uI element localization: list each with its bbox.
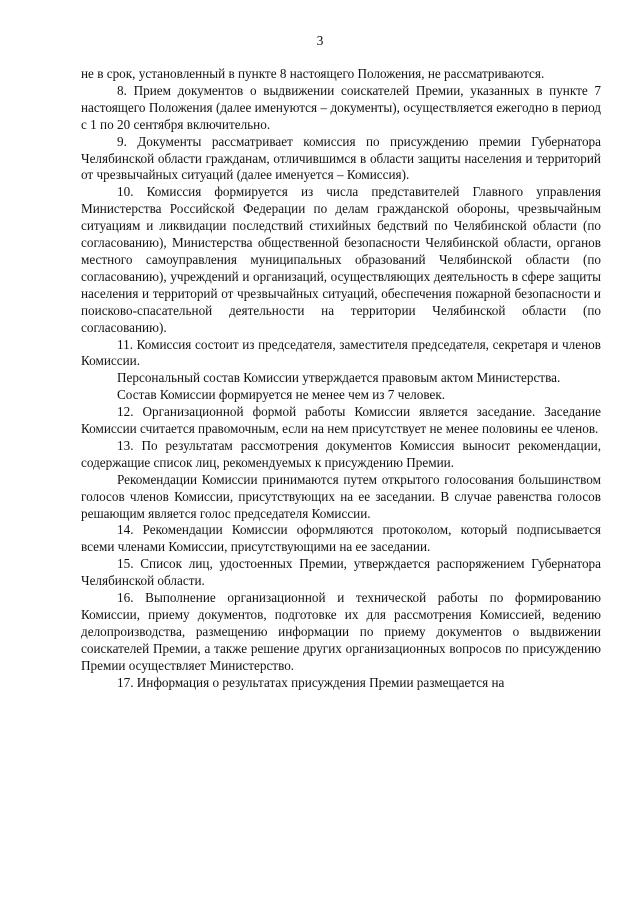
- paragraph: 9. Документы рассматривает комиссия по присуждению премии Губернатора Челябинской области гражданам, отличившимся в области защиты населения и территорий от чрезвычайных ситуаций (далее именуется – Комиссия).: [81, 133, 601, 183]
- paragraph: не в срок, установленный в пункте 8 настоящего Положения, не рассматриваются.: [81, 66, 545, 81]
- paragraph: 8. Прием документов о выдвижении соискателей Премии, указанных в пункте 7 настоящего Положения (далее именуются – документы), осуществляется ежегодно в период с 1 по 20 сентября включительно.: [81, 82, 601, 132]
- paragraph: 13. По результатам рассмотрения документов Комиссия выносит рекомендации, содержащие список лиц, рекомендуемых к присуждению Премии.: [81, 437, 601, 470]
- paragraph: 11. Комиссия состоит из председателя, заместителя председателя, секретаря и членов Комиссии.: [81, 336, 601, 369]
- paragraph: 10. Комиссия формируется из числа представителей Главного управления Министерства Российской Федерации по делам гражданской обороны, чрезвычайным ситуациям и ликвидации последствий стихийных бедствий по Челябинской области (по согласованию), Министерства общественной безопасности Челябинской области, органов местного самоуправления муниципальных образований Челябинской области (по согласованию), учреждений и организаций, осуществляющих деятельность в сфере защиты населения и территорий от чрезвычайных ситуаций, обеспечения пожарной безопасности и поисково-спасательной деятельности на территории Челябинской области (по согласованию).: [81, 184, 601, 335]
- paragraph: 14. Рекомендации Комиссии оформляются протоколом, который подписывается всеми членами Комиссии, присутствующими на ее заседании.: [81, 522, 601, 555]
- paragraph: Состав Комиссии формируется не менее чем из 7 человек.: [117, 387, 446, 403]
- paragraph: 17. Информация о результатах присуждения Премии размещается на: [117, 674, 505, 690]
- document-body: [81, 66, 601, 692]
- page-number: 3: [316, 33, 324, 48]
- paragraph: 16. Выполнение организационной и технической работы по формированию Комиссии, приему документов, подготовке их для рассмотрения Комиссией, ведению делопроизводства, размещению информации по приему документов о выдвижении соискателей Премии, а также решение других организационных вопросов по присуждению Премии осуществляет Министерство.: [81, 590, 601, 673]
- paragraph: Рекомендации Комиссии принимаются путем открытого голосования большинством голосов членов Комиссии, присутствующих на ее заседании. В случае равенства голосов решающим является голос председателя Комиссии.: [81, 471, 601, 521]
- paragraph: 12. Организационной формой работы Комиссии является заседание. Заседание Комиссии считается правомочным, если на нем присутствует не менее половины ее членов.: [81, 404, 601, 437]
- paragraph: 15. Список лиц, удостоенных Премии, утверждается распоряжением Губернатора Челябинской области.: [81, 556, 601, 589]
- paragraph: Персональный состав Комиссии утверждается правовым актом Министерства.: [117, 370, 561, 386]
